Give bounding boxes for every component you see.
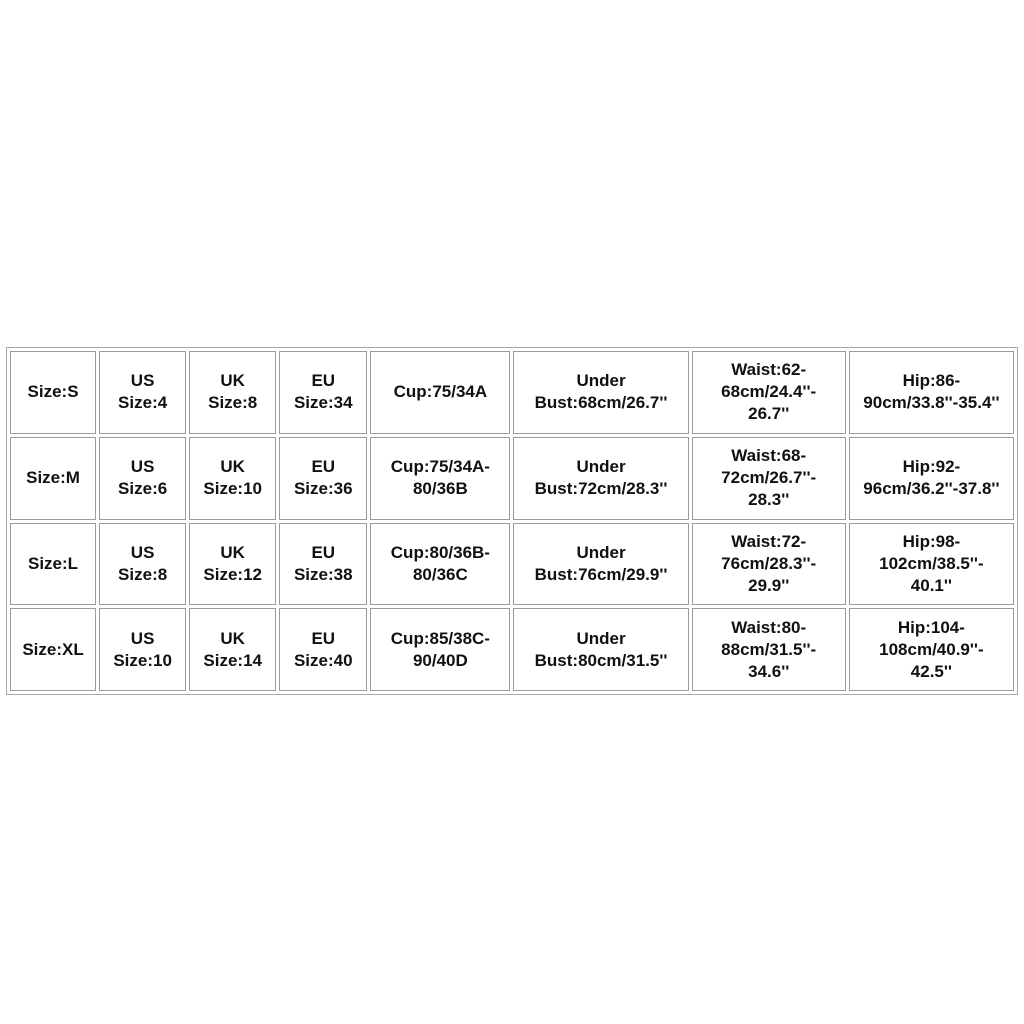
us-size-cell: US Size:6 bbox=[99, 437, 186, 520]
under-bust-cell: Under Bust:68cm/26.7'' bbox=[513, 351, 688, 434]
under-bust-cell: Under Bust:80cm/31.5'' bbox=[513, 608, 688, 691]
hip-cell: Hip:92- 96cm/36.2''-37.8'' bbox=[849, 437, 1014, 520]
waist-cell: Waist:62- 68cm/24.4''- 26.7'' bbox=[692, 351, 846, 434]
us-size-cell: US Size:10 bbox=[99, 608, 186, 691]
eu-size-cell: EU Size:38 bbox=[279, 523, 367, 606]
cup-cell: Cup:85/38C- 90/40D bbox=[370, 608, 510, 691]
waist-cell: Waist:80- 88cm/31.5''- 34.6'' bbox=[692, 608, 846, 691]
us-size-cell: US Size:8 bbox=[99, 523, 186, 606]
size-cell: Size:XL bbox=[10, 608, 96, 691]
hip-cell: Hip:86- 90cm/33.8''-35.4'' bbox=[849, 351, 1014, 434]
under-bust-cell: Under Bust:76cm/29.9'' bbox=[513, 523, 688, 606]
table-row bbox=[10, 351, 1014, 434]
eu-size-cell: EU Size:40 bbox=[279, 608, 367, 691]
size-cell: Size:M bbox=[10, 437, 96, 520]
eu-size-cell: EU Size:36 bbox=[279, 437, 367, 520]
hip-cell: Hip:98- 102cm/38.5''- 40.1'' bbox=[849, 523, 1014, 606]
uk-size-cell: UK Size:8 bbox=[189, 351, 276, 434]
under-bust-cell: Under Bust:72cm/28.3'' bbox=[513, 437, 688, 520]
cup-cell: Cup:80/36B- 80/36C bbox=[370, 523, 510, 606]
size-cell: Size:L bbox=[10, 523, 96, 606]
waist-cell: Waist:72- 76cm/28.3''- 29.9'' bbox=[692, 523, 846, 606]
waist-cell: Waist:68- 72cm/26.7''- 28.3'' bbox=[692, 437, 846, 520]
uk-size-cell: UK Size:12 bbox=[189, 523, 276, 606]
size-chart-table bbox=[6, 347, 1018, 695]
table-row bbox=[10, 523, 1014, 606]
eu-size-cell: EU Size:34 bbox=[279, 351, 367, 434]
cup-cell: Cup:75/34A- 80/36B bbox=[370, 437, 510, 520]
table-row bbox=[10, 608, 1014, 691]
size-cell: Size:S bbox=[10, 351, 96, 434]
uk-size-cell: UK Size:10 bbox=[189, 437, 276, 520]
table-row bbox=[10, 437, 1014, 520]
uk-size-cell: UK Size:14 bbox=[189, 608, 276, 691]
cup-cell: Cup:75/34A bbox=[370, 351, 510, 434]
us-size-cell: US Size:4 bbox=[99, 351, 186, 434]
hip-cell: Hip:104- 108cm/40.9''- 42.5'' bbox=[849, 608, 1014, 691]
